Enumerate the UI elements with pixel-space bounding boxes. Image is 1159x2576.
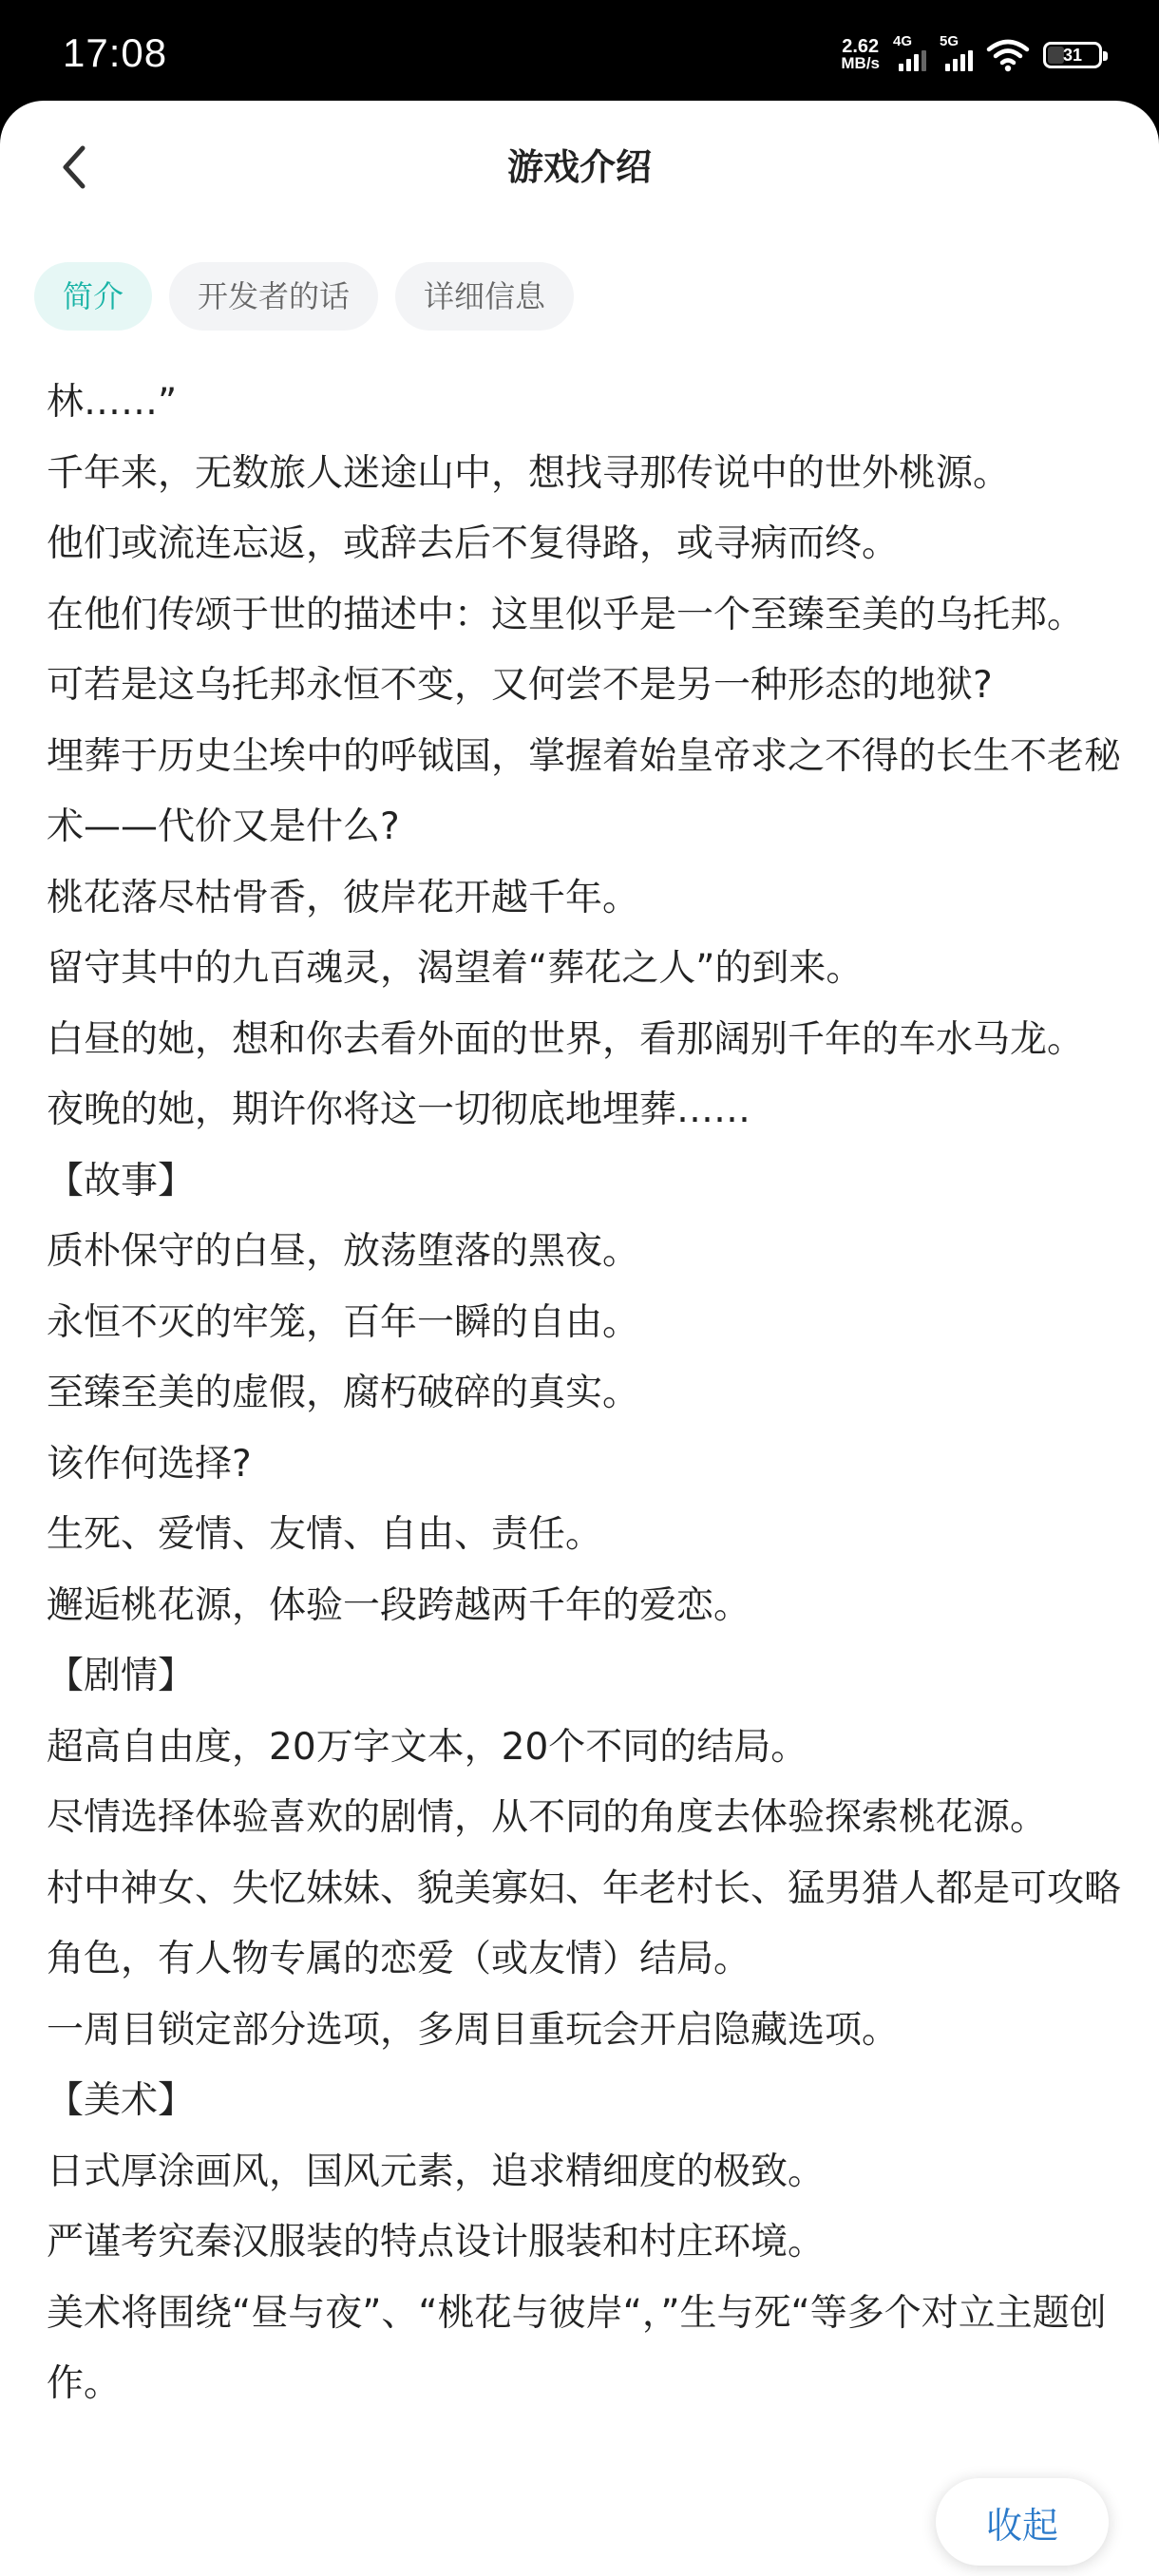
section-heading: 【剧情】 — [47, 1655, 196, 1697]
collapse-button[interactable]: 收起 — [936, 2478, 1109, 2566]
paragraph: 一周目锁定部分选项，多周目重玩会开启隐藏选项。 — [47, 2008, 900, 2052]
paragraph: 邂逅桃花源，体验一段跨越两千年的爱恋。 — [47, 1583, 751, 1627]
paragraph: 生死、爱情、友情、自由、责任。 — [47, 1513, 603, 1556]
page-title: 游戏介绍 — [506, 146, 652, 188]
paragraph: 桃花落尽枯骨香，彼岸花开越千年。 — [47, 876, 640, 919]
paragraph: 严谨考究秦汉服装的特点设计服装和村庄环境。 — [47, 2221, 826, 2263]
paragraph: 埋葬于历史尘埃中的呼钺国，掌握着始皇帝求之不得的长生不老秘术——代价又是什么? — [47, 734, 1122, 848]
tab-details[interactable]: 详细信息 — [395, 262, 574, 331]
game-intro-sheet — [0, 101, 1159, 2576]
sim2-network-label: 5G — [940, 33, 960, 49]
paragraph: 留守其中的九百魂灵，渴望着“葬花之人”的到来。 — [47, 947, 864, 990]
paragraph: 日式厚涂画风，国风元素，追求精细度的极致。 — [47, 2150, 826, 2193]
battery-icon — [1043, 42, 1102, 68]
paragraph: 白昼的她，想和你去看外面的世界，看那阔别千年的车水马龙。 — [47, 1017, 1085, 1061]
battery-level: 31 — [1062, 45, 1083, 65]
paragraph: 尽情选择体验喜欢的剧情，从不同的角度去体验探索桃花源。 — [47, 1796, 1048, 1839]
paragraph: 永恒不灭的牢笼，百年一瞬的自由。 — [47, 1300, 640, 1344]
paragraph: 至臻至美的虚假，腐朽破碎的真实。 — [47, 1372, 640, 1414]
paragraph: 质朴保守的白昼，放荡堕落的黑夜。 — [47, 1230, 640, 1273]
sim1-network-label: 4G — [893, 33, 913, 49]
paragraph: 该作何选择? — [47, 1442, 252, 1486]
section-heading: 【美术】 — [47, 2079, 196, 2122]
section-heading: 【故事】 — [47, 1159, 196, 1203]
paragraph: 村中神女、失忆妹妹、貌美寡妇、年老村长、猛男猎人都是可攻略角色，有人物专属的恋爱（或友情）结局。 — [47, 1866, 1122, 1980]
paragraph: 在他们传颂于世的描述中：这里似乎是一个至臻至美的乌托邦。 — [47, 593, 1085, 636]
paragraph: 超高自由度，20万字文本，20个不同的结局。 — [47, 1725, 808, 1769]
paragraph: 可若是这乌托邦永恒不变，又何尝不是另一种形态的地狱? — [47, 664, 993, 707]
signal-icon — [893, 33, 926, 71]
paragraph: 美术将围绕“昼与夜”、“桃花与彼岸“，”生与死“等多个对立主题创作。 — [47, 2291, 1107, 2405]
network-speed-value: 2.62 — [842, 36, 880, 57]
status-bar — [0, 0, 1159, 104]
status-icons — [841, 34, 1102, 76]
tab-intro[interactable]: 简介 — [34, 262, 152, 331]
signal-icon — [940, 33, 973, 71]
network-speed — [841, 38, 880, 72]
paragraph: 千年来，无数旅人迷途山中，想找寻那传说中的世外桃源。 — [47, 451, 1011, 495]
tab-bar — [34, 262, 574, 331]
intro-text — [47, 368, 1130, 2420]
navigation-bar — [0, 101, 1159, 234]
network-speed-unit: MB/s — [841, 54, 880, 72]
paragraph: 他们或流连忘返，或辞去后不复得路，或寻病而终。 — [47, 522, 900, 565]
tab-developer-notes[interactable]: 开发者的话 — [169, 262, 378, 331]
wifi-icon — [986, 38, 1030, 72]
paragraph: 夜晚的她，期许你将这一切彻底地埋葬…… — [47, 1089, 751, 1131]
status-time: 17:08 — [63, 30, 168, 75]
paragraph: 林……” — [47, 381, 178, 424]
